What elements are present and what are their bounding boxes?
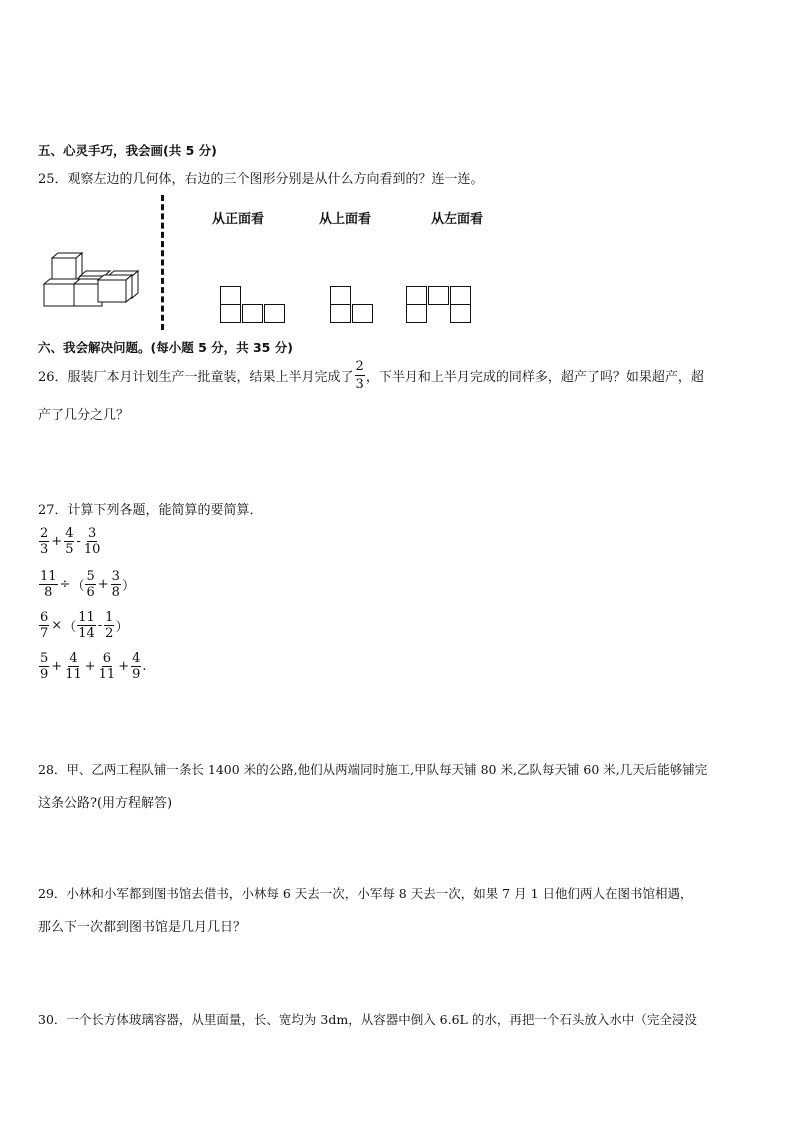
operator: - <box>76 534 81 549</box>
question-29-line-1: 29．小林和小军都到图书馆去借书，小林每 6 天去一次，小军每 8 天去一次，如果 7 月 1 日他们两人在图书馆相遇， <box>38 886 693 901</box>
view-shape-1 <box>220 286 290 326</box>
question-26-line-2: 产了几分之几？ <box>38 408 130 423</box>
frac-den: 2 <box>105 626 114 641</box>
expression-4 <box>38 651 147 682</box>
frac-den: 6 <box>86 585 95 600</box>
paren-left: （ <box>63 620 77 635</box>
frac-num: 2 <box>40 526 49 541</box>
paren-right: ） <box>115 620 129 635</box>
fraction-denominator: 3 <box>355 377 364 392</box>
fraction-numerator: 2 <box>355 359 364 374</box>
expression-1 <box>38 526 102 557</box>
frac-num: 3 <box>111 569 120 584</box>
question-26-text-b: ，下半月和上半月完成的同样多，超产了吗？如果超产，超 <box>365 370 704 385</box>
period: . <box>142 659 147 674</box>
question-26-line-1 <box>38 358 704 393</box>
operator: - <box>97 618 103 633</box>
frac-den: 9 <box>40 667 49 682</box>
solid-figure-image <box>40 250 140 310</box>
frac-num: 3 <box>88 526 97 541</box>
frac-den: 8 <box>111 585 120 600</box>
paren-right: ） <box>121 579 135 594</box>
frac-num: 6 <box>40 610 49 625</box>
view-shape-2 <box>330 286 380 326</box>
frac-den: 10 <box>83 542 101 557</box>
frac-den: 3 <box>40 542 49 557</box>
view-shape-3 <box>406 286 476 326</box>
question-28-line-1: 28．甲、乙两工程队铺一条长 1400 米的公路,他们从两端同时施工,甲队每天铺 80 米,乙队每天铺 60 米,几天后能够铺完 <box>38 762 708 777</box>
paren-left: （ <box>71 579 85 594</box>
frac-num: 4 <box>69 651 78 666</box>
section-6-title: 六、我会解决问题。(每小题 5 分，共 35 分) <box>38 340 293 355</box>
operator: + <box>51 534 63 549</box>
frac-num: 5 <box>40 651 49 666</box>
label-front-view: 从正面看 <box>212 212 265 227</box>
section-5-title: 五、心灵手巧，我会画(共 5 分) <box>38 143 217 158</box>
frac-den: 11 <box>65 667 82 682</box>
frac-num: 6 <box>102 651 112 666</box>
frac-num: 4 <box>65 526 74 541</box>
label-left-view: 从左面看 <box>431 212 484 227</box>
expression-2 <box>38 569 135 600</box>
dashed-divider <box>161 195 164 330</box>
frac-num: 11 <box>78 610 95 625</box>
frac-num: 4 <box>132 651 141 666</box>
question-30-line-1: 30．一个长方体玻璃容器，从里面量，长、宽均为 3dm，从容器中倒入 6.6L 的水，再把一个石头放入水中（完全浸没 <box>38 1012 697 1027</box>
question-25-text: 25．观察左边的几何体，右边的三个图形分别是从什么方向看到的？连一连。 <box>38 172 484 187</box>
frac-num: 11 <box>40 569 57 584</box>
frac-den: 7 <box>40 626 49 641</box>
expression-3 <box>38 610 128 641</box>
operator: × <box>51 618 63 633</box>
frac-num: 5 <box>86 569 95 584</box>
operator: + <box>118 659 130 674</box>
label-top-view: 从上面看 <box>319 212 372 227</box>
fraction-2-3 <box>355 358 365 393</box>
frac-num: 1 <box>105 610 114 625</box>
operator: + <box>84 659 96 674</box>
question-28-line-2: 这条公路?(用方程解答) <box>38 796 173 811</box>
frac-den: 11 <box>98 667 116 682</box>
frac-den: 14 <box>78 626 95 641</box>
operator: ÷ <box>59 577 71 592</box>
frac-den: 9 <box>132 667 141 682</box>
question-27-text: 27．计算下列各题，能简算的要简算． <box>38 503 263 518</box>
operator: + <box>97 577 109 592</box>
operator: + <box>51 659 63 674</box>
question-29-line-2: 那么下一次都到图书馆是几月几日？ <box>38 920 247 935</box>
frac-den: 8 <box>44 585 53 600</box>
frac-den: 5 <box>65 542 74 557</box>
question-26-text-a: 26．服装厂本月计划生产一批童装，结果上半月完成了 <box>38 370 354 385</box>
